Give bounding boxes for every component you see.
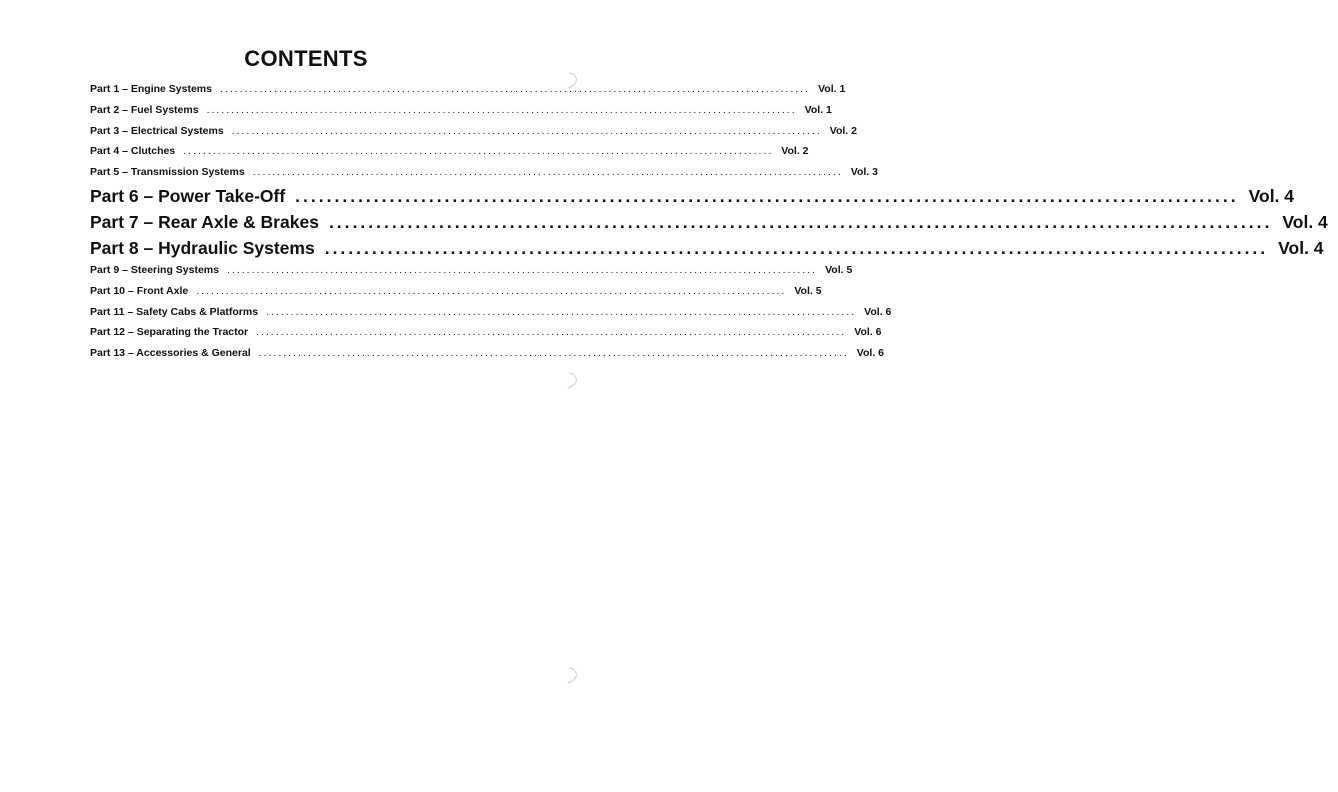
toc-entry-title: Part 8 – Hydraulic Systems: [90, 238, 315, 259]
toc-entry: [90, 83, 846, 104]
toc-entry-title: Part 1 – Engine Systems: [90, 83, 212, 95]
toc-entry: [90, 124, 857, 146]
toc-entry-volume: Vol. 5: [825, 264, 853, 277]
toc-entry-title: Part 9 – Steering Systems: [90, 264, 219, 277]
dot-leader: ........................................................................................................................: [256, 326, 847, 339]
dot-leader: ........................................................................................................................: [324, 238, 1269, 259]
toc-entry: [90, 346, 885, 368]
dot-leader: ........................................................................................................................: [258, 346, 849, 359]
toc-entry: [90, 145, 809, 166]
toc-entry-volume: Vol. 5: [794, 284, 822, 297]
toc-entry-volume: Vol. 6: [854, 326, 882, 339]
toc-entry: [90, 104, 832, 125]
toc-entry-volume: Vol. 2: [781, 145, 809, 158]
toc-entry-title: Part 13 – Accessories & General: [90, 346, 251, 359]
dot-leader: ........................................................................................................................: [231, 124, 822, 137]
toc-entry-volume: Vol. 4: [1278, 238, 1324, 259]
toc-entry-volume: Vol. 3: [850, 165, 878, 178]
dot-leader: ........................................................................................................................: [295, 186, 1239, 207]
toc-entry-title: Part 11 – Safety Cabs & Platforms: [90, 305, 259, 318]
dot-leader: ........................................................................................................................: [183, 145, 774, 158]
dot-leader: ........................................................................................................................: [266, 305, 857, 318]
toc-entry: [90, 264, 853, 285]
punch-hole-mark-middle: [566, 372, 582, 390]
toc-entry-volume: Vol. 1: [818, 83, 846, 95]
toc-entry-volume: Vol. 4: [1282, 212, 1328, 233]
punch-hole-mark-bottom: [566, 667, 582, 685]
toc-entry: [90, 284, 822, 306]
table-of-contents: [90, 83, 1328, 367]
toc-entry-title: Part 2 – Fuel Systems: [90, 104, 199, 116]
dot-leader: ........................................................................................................................: [328, 212, 1273, 233]
toc-entry-volume: Vol. 6: [864, 305, 892, 318]
toc-entry: [90, 186, 1295, 212]
toc-entry-title: Part 10 – Front Axle: [90, 284, 189, 297]
punch-hole-mark-top: [566, 72, 582, 90]
toc-entry-volume: Vol. 1: [804, 104, 832, 116]
toc-entry-title: Part 12 – Separating the Tractor: [90, 326, 249, 339]
toc-entry-volume: Vol. 2: [829, 124, 857, 137]
toc-entry: [90, 326, 882, 347]
dot-leader: ........................................................................................................................: [226, 264, 818, 277]
dot-leader: ........................................................................................................................: [196, 284, 787, 297]
toc-entry: [90, 165, 878, 187]
toc-entry-title: Part 4 – Clutches: [90, 145, 176, 158]
dot-leader: ........................................................................................................................: [252, 165, 843, 178]
toc-entry: [90, 212, 1328, 238]
toc-entry-title: Part 7 – Rear Axle & Brakes: [90, 212, 319, 233]
dot-leader: ........................................................................................................................: [219, 83, 811, 95]
toc-entry-volume: Vol. 6: [856, 346, 885, 359]
toc-entry-volume: Vol. 4: [1248, 186, 1295, 207]
dot-leader: ........................................................................................................................: [206, 104, 797, 116]
toc-entry: [90, 305, 892, 327]
page-title: CONTENTS: [244, 46, 368, 71]
toc-entry-title: Part 6 – Power Take-Off: [90, 186, 286, 207]
toc-entry: [90, 238, 1324, 264]
toc-entry-title: Part 3 – Electrical Systems: [90, 124, 224, 137]
toc-entry-title: Part 5 – Transmission Systems: [90, 165, 245, 178]
